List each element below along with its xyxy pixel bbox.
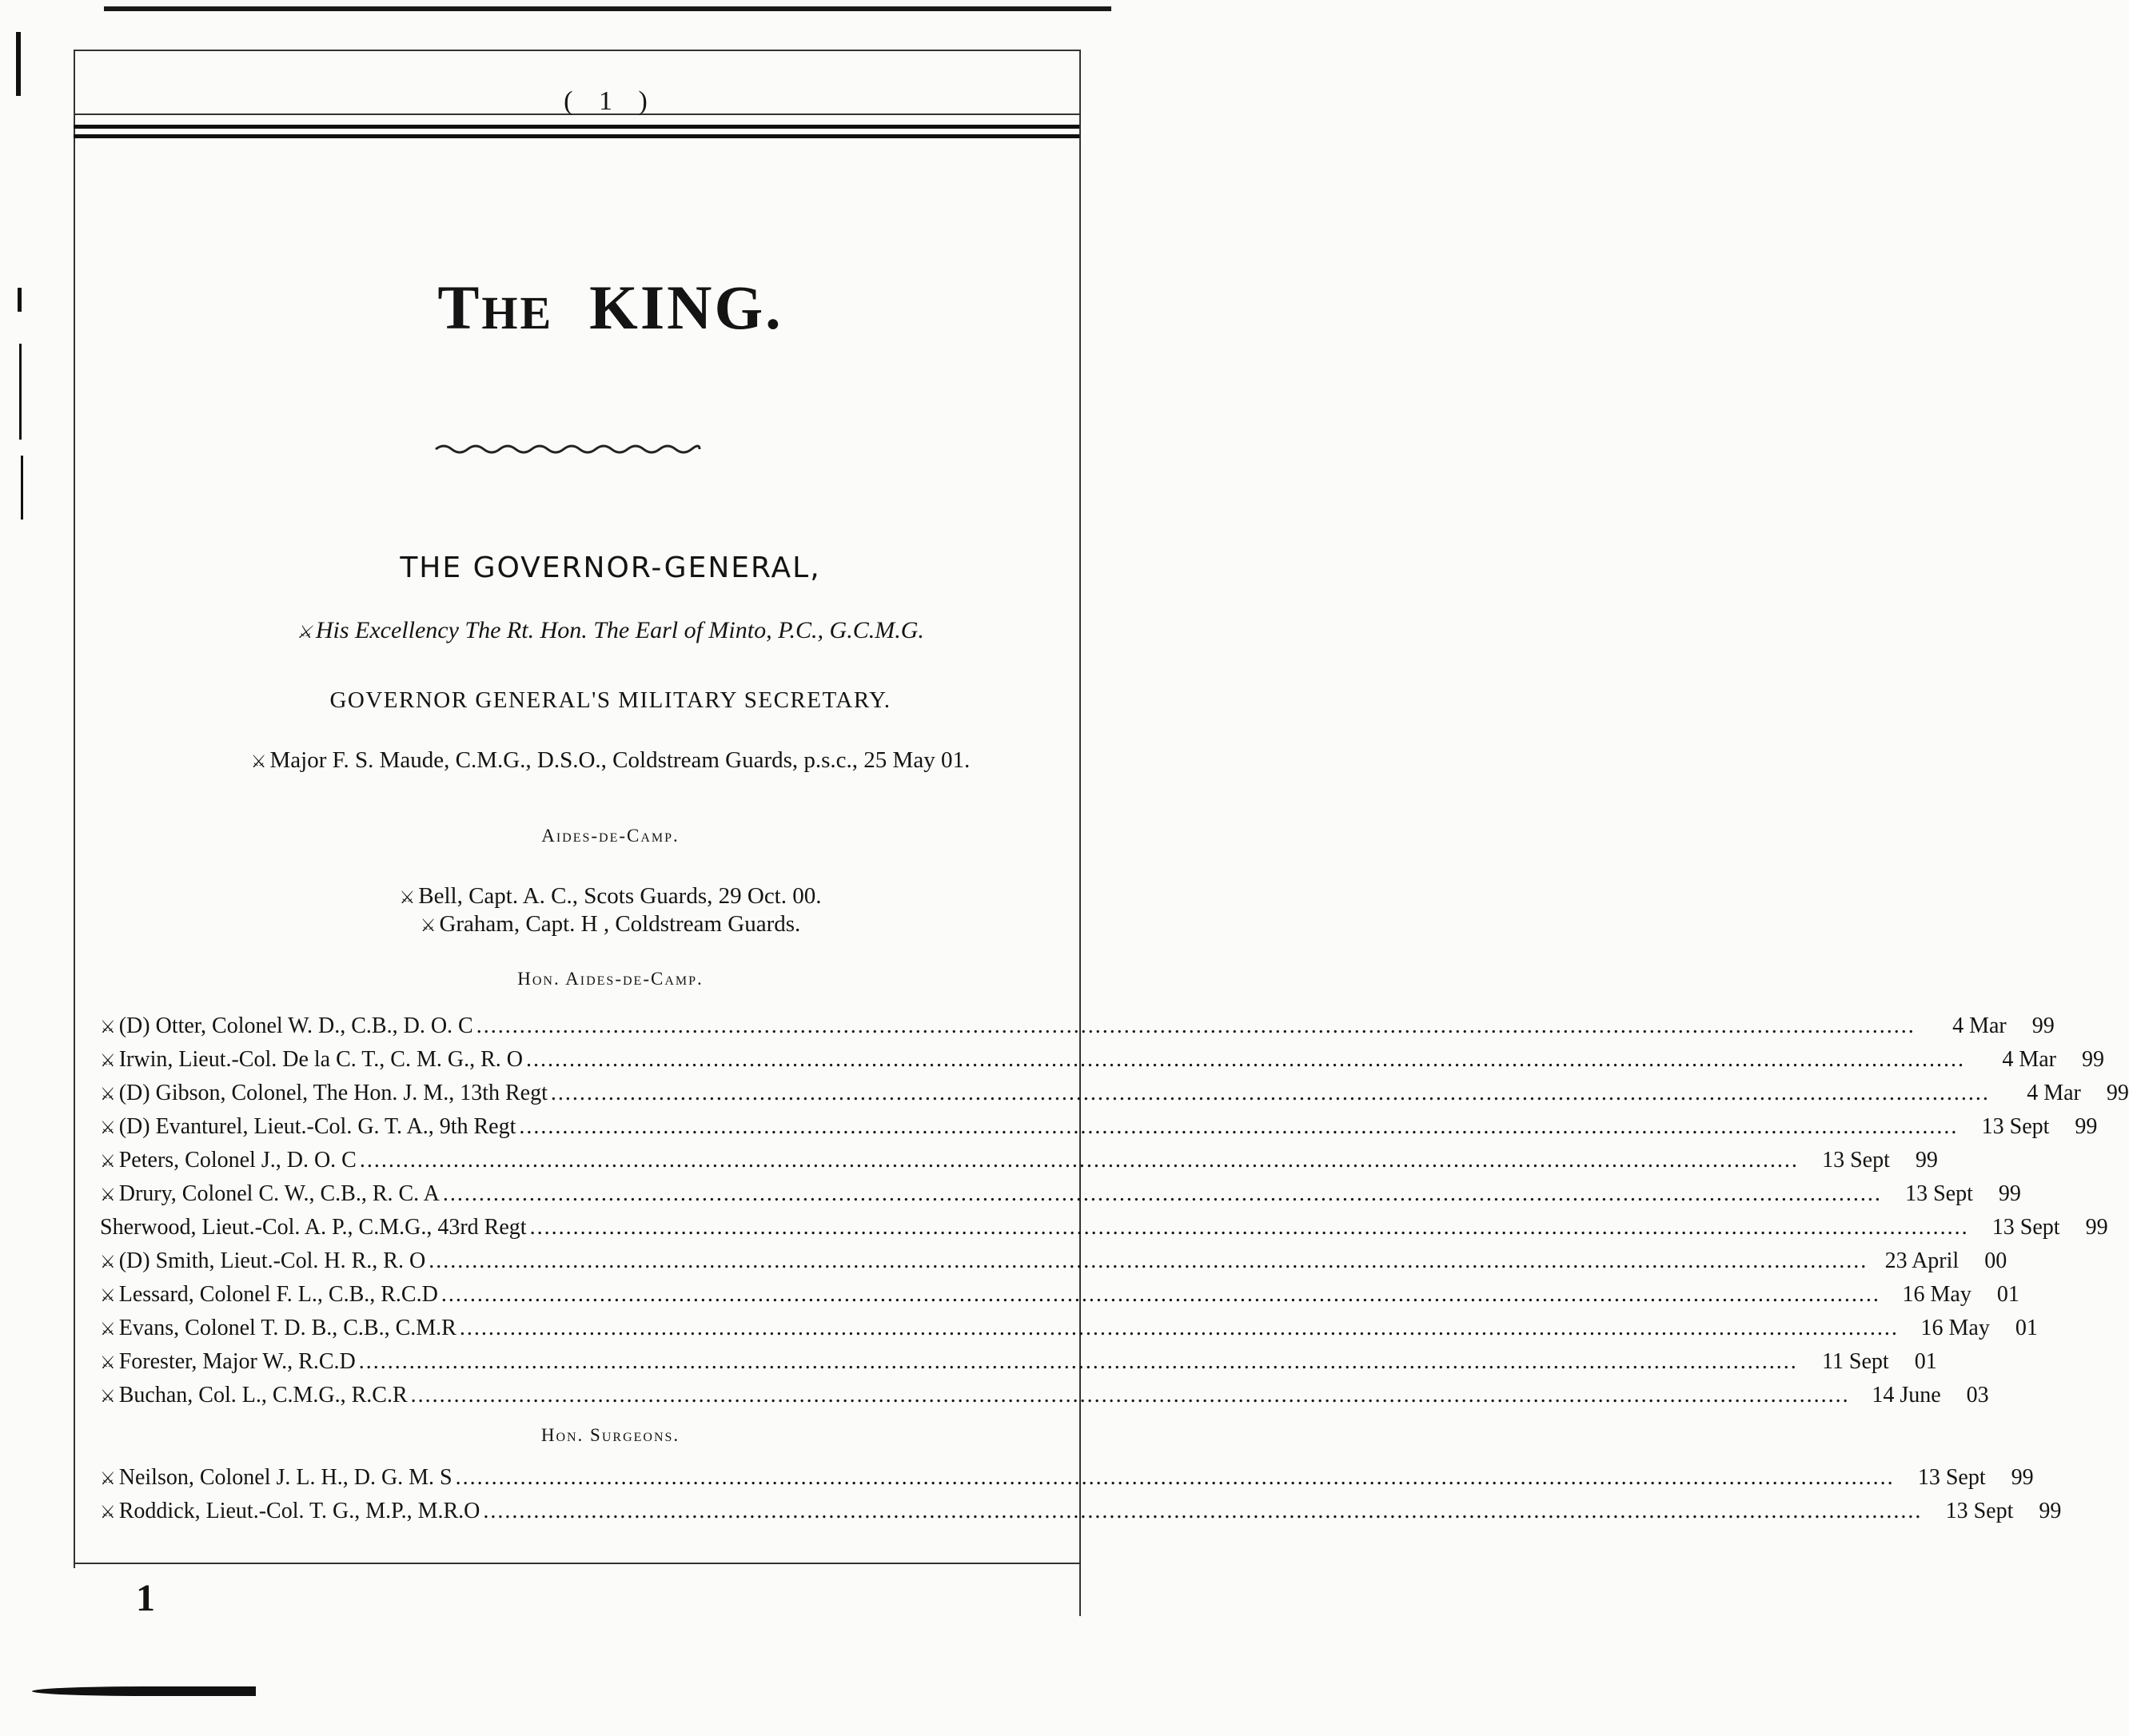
leader-dots: ........................................................................................................................................................................................................ — [359, 1148, 1799, 1173]
entry-year: 03 — [1966, 1383, 1989, 1408]
entry-year: 00 — [1984, 1248, 2007, 1273]
header-rule — [74, 134, 1079, 138]
entry-name: ⚔ (D) Otter, Colonel W. D., C.B., D. O. C — [100, 1013, 473, 1038]
entry-year: 99 — [2039, 1499, 2062, 1523]
crossed-swords-icon: ⚔ — [100, 1050, 116, 1070]
crossed-swords-icon: ⚔ — [250, 751, 267, 771]
scan-mark — [21, 456, 23, 520]
leader-dots: ........................................................................................................................................................................................................ — [410, 1383, 1850, 1408]
scan-mark — [19, 344, 22, 440]
list-item — [100, 1316, 2038, 1348]
entry-name: ⚔ Neilson, Colonel J. L. H., D. G. M. S — [100, 1465, 453, 1490]
entry-name: ⚔ (D) Gibson, Colonel, The Hon. J. M., 13th Regt — [100, 1081, 548, 1105]
leader-dots: ........................................................................................................................................................................................................ — [476, 1013, 1916, 1038]
leader-dots: ........................................................................................................................................................................................................ — [455, 1465, 1895, 1490]
leader-dots: ........................................................................................................................................................................................................ — [441, 1282, 1880, 1307]
entry-year: 99 — [2085, 1215, 2108, 1240]
scan-mark — [32, 1686, 256, 1696]
scan-mark — [16, 32, 21, 96]
header-rule — [74, 125, 1079, 129]
crossed-swords-icon: ⚔ — [100, 1285, 116, 1305]
entry-name: ⚔ Peters, Colonel J., D. O. C — [100, 1148, 357, 1173]
entry-date: 23 April — [1884, 1248, 1960, 1273]
entry-name: ⚔ (D) Evanturel, Lieut.-Col. G. T. A., 9th Regt — [100, 1114, 516, 1139]
leader-dots: ........................................................................................................................................................................................................ — [550, 1081, 1990, 1105]
entry-name: ⚔ (D) Smith, Lieut.-Col. H. R., R. O — [100, 1248, 426, 1273]
list-item — [100, 1349, 1937, 1381]
military-secretary-heading: GOVERNOR GENERAL'S MILITARY SECRETARY. — [329, 687, 891, 713]
scan-mark — [18, 288, 22, 312]
leader-dots: ........................................................................................................................................................................................................ — [442, 1181, 1882, 1206]
entry-date: 16 May — [1920, 1316, 1990, 1340]
entry-year: 99 — [1998, 1181, 2021, 1206]
leader-dots: ........................................................................................................................................................................................................ — [529, 1215, 1969, 1240]
entry-name: Sherwood, Lieut.-Col. A. P., C.M.G., 43rd Regt — [100, 1215, 527, 1240]
entry-name: ⚔ Buchan, Col. L., C.M.G., R.C.R — [100, 1383, 408, 1408]
list-item — [100, 1248, 2007, 1280]
entry-date: 14 June — [1872, 1383, 1941, 1408]
list-item — [100, 1148, 1938, 1180]
entry-year: 99 — [2106, 1081, 2129, 1105]
crossed-swords-icon: ⚔ — [399, 887, 416, 907]
entry-date: 4 Mar — [2002, 1047, 2056, 1072]
entry-date: 13 Sept — [1917, 1465, 1986, 1490]
entry-name: ⚔ Evans, Colonel T. D. B., C.B., C.M.R — [100, 1316, 456, 1340]
entry-name: ⚔ Lessard, Colonel F. L., C.B., R.C.D — [100, 1282, 438, 1307]
entry-name: ⚔ Irwin, Lieut.-Col. De la C. T., C. M. G., R. O — [100, 1047, 523, 1072]
crossed-swords-icon: ⚔ — [100, 1017, 116, 1037]
top-border — [104, 6, 1111, 11]
crossed-swords-icon: ⚔ — [100, 1319, 116, 1339]
entry-year: 99 — [1915, 1148, 1938, 1173]
entry-date: 13 Sept — [1945, 1499, 2014, 1523]
crossed-swords-icon: ⚔ — [297, 622, 313, 642]
crossed-swords-icon: ⚔ — [100, 1084, 116, 1104]
list-item — [100, 1465, 2034, 1497]
governor-general-name: ⚔ His Excellency The Rt. Hon. The Earl of Minto, P.C., G.C.M.G. — [297, 617, 924, 643]
entry-year: 01 — [1996, 1282, 2019, 1307]
list-item — [100, 1013, 2055, 1045]
entry-date: 13 Sept — [1981, 1114, 2050, 1139]
entry-year: 01 — [1914, 1349, 1937, 1374]
bottom-rule — [74, 1563, 1079, 1564]
entry-date: 16 May — [1902, 1282, 1972, 1307]
entry-name: ⚔ Drury, Colonel C. W., C.B., R. C. A — [100, 1181, 440, 1206]
entry-date: 11 Sept — [1821, 1349, 1889, 1374]
list-item — [100, 1114, 2098, 1146]
list-item — [100, 1499, 2062, 1531]
hon-aides-heading: Hon. Aides-de-Camp. — [517, 969, 704, 989]
title-king: KING. — [589, 273, 783, 342]
leader-dots: ........................................................................................................................................................................................................ — [526, 1047, 1965, 1072]
crossed-swords-icon: ⚔ — [100, 1352, 116, 1372]
list-item — [100, 1181, 2021, 1213]
entry-date: 13 Sept — [1991, 1215, 2060, 1240]
page-title — [0, 272, 1221, 344]
leader-dots: ........................................................................................................................................................................................................ — [429, 1248, 1868, 1273]
leader-dots: ........................................................................................................................................................................................................ — [483, 1499, 1923, 1523]
sheet-number: 1 — [136, 1577, 155, 1619]
entry-year: 99 — [2011, 1465, 2034, 1490]
crossed-swords-icon: ⚔ — [420, 915, 437, 935]
hon-surgeons-heading: Hon. Surgeons. — [540, 1425, 680, 1445]
aide-entry: ⚔ Graham, Capt. H , Coldstream Guards. — [420, 911, 801, 937]
entry-date: 13 Sept — [1822, 1148, 1890, 1173]
title-initial: T — [437, 273, 482, 342]
list-item — [100, 1215, 2108, 1247]
list-item — [100, 1081, 2129, 1113]
leader-dots: ........................................................................................................................................................................................................ — [459, 1316, 1899, 1340]
crossed-swords-icon: ⚔ — [100, 1502, 116, 1522]
governor-general-heading: THE GOVERNOR-GENERAL, — [400, 551, 821, 584]
entry-year: 99 — [2075, 1114, 2098, 1139]
page-number: ( 1 ) — [564, 86, 657, 116]
entry-name: ⚔ Forester, Major W., R.C.D — [100, 1349, 356, 1374]
aides-heading: Aides-de-Camp. — [541, 826, 680, 846]
list-item — [100, 1383, 1989, 1415]
entry-year: 01 — [2015, 1316, 2038, 1340]
wavy-ornament — [436, 440, 700, 459]
title-rest: HE — [481, 287, 554, 339]
crossed-swords-icon: ⚔ — [100, 1117, 116, 1137]
leader-dots: ........................................................................................................................................................................................................ — [358, 1349, 1798, 1374]
list-item — [100, 1047, 2104, 1079]
leader-dots: ........................................................................................................................................................................................................ — [519, 1114, 1959, 1139]
entry-year: 99 — [2031, 1013, 2055, 1038]
entry-date: 13 Sept — [1905, 1181, 1973, 1206]
crossed-swords-icon: ⚔ — [100, 1185, 116, 1204]
crossed-swords-icon: ⚔ — [100, 1252, 116, 1272]
crossed-swords-icon: ⚔ — [100, 1386, 116, 1406]
aide-entry: ⚔ Bell, Capt. A. C., Scots Guards, 29 Oct. 00. — [399, 883, 822, 909]
frame-top-line — [74, 50, 1081, 51]
list-item — [100, 1282, 2019, 1314]
crossed-swords-icon: ⚔ — [100, 1151, 116, 1171]
entry-year: 99 — [2082, 1047, 2104, 1072]
entry-name: ⚔ Roddick, Lieut.-Col. T. G., M.P., M.R.O — [100, 1499, 480, 1523]
crossed-swords-icon: ⚔ — [100, 1468, 116, 1488]
military-secretary-name: ⚔ Major F. S. Maude, C.M.G., D.S.O., Coldstream Guards, p.s.c., 25 May 01. — [250, 747, 971, 773]
entry-date: 4 Mar — [2027, 1081, 2081, 1105]
entry-date: 4 Mar — [1952, 1013, 2007, 1038]
